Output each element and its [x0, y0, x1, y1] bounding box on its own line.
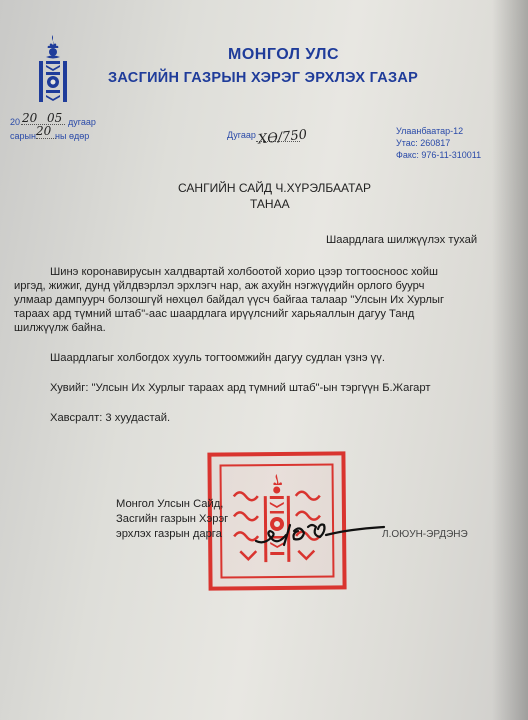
body-para1-line3: улмаар дампуурч болзошгүй нөхцөл байдал үүсч байгаа талаар "Улсын Их Хурлыг — [14, 294, 445, 306]
body-para3: Хувийг: "Улсын Их Хурлыг тараах ард түмний штаб"-ын тэргүүн Б.Жагарт — [50, 382, 431, 394]
address-city: Улаанбаатар-12 — [396, 126, 464, 136]
signatory-name: Л.ОЮУН-ЭРДЭНЭ — [382, 529, 468, 540]
signature-title-line3: эрхлэх газрын дарга — [116, 528, 222, 540]
date-year-prefix: 20 — [10, 117, 21, 127]
soyombo-emblem-icon — [36, 34, 70, 104]
letter-subject: Шаардлага шилжүүлэх тухай — [326, 234, 478, 246]
body-para1-line5: шилжүүлж байна. — [14, 322, 106, 334]
address-phone: Утас: 260817 — [396, 138, 451, 148]
date-day-underline — [36, 138, 56, 139]
body-para1-line2: иргэд, жижиг, дунд үйлдвэрлэл эрхлэгч нар, аж ахуйн нэгжүүдийн орлого буурч — [14, 280, 425, 292]
body-para2: Шаардлагыг холбогдох хууль тогтоомжийн дагуу судлан үзнэ үү. — [50, 352, 385, 364]
recipient-salutation: ТАНАА — [250, 197, 290, 211]
doc-number-handwritten: ХӨ/750 — [257, 127, 308, 148]
paper-edge-shadow — [492, 0, 528, 720]
body-para1-line4: тараах ард түмний штаб"-аас шаардлага ирүүлснийг харьяаллын дагуу Танд — [14, 308, 415, 320]
handwritten-signature — [250, 515, 390, 555]
date-year-handwritten: 20 — [22, 111, 38, 125]
doc-number-label: Дугаар — [227, 130, 256, 140]
signature-title-line2: Засгийн газрын Хэрэг — [116, 513, 229, 525]
body-para1-line1: Шинэ коронавирусын халдвартай холбоотой хорио цээр тогтоосноос хойш — [50, 266, 438, 278]
date-day-handwritten: 20 — [36, 124, 52, 138]
address-fax: Факс: 976-11-310011 — [396, 150, 482, 160]
org-title-line1: МОНГОЛ УЛС — [228, 46, 340, 63]
date-day-suffix: ны өдөр — [55, 131, 90, 141]
recipient-name: САНГИЙН САЙД Ч.ХҮРЭЛБААТАР — [178, 181, 372, 195]
signature-title-line1: Монгол Улсын Сайд, — [116, 498, 224, 510]
date-month-handwritten: 05 — [47, 111, 63, 125]
org-title-line2: ЗАСГИЙН ГАЗРЫН ХЭРЭГ ЭРХЛЭХ ГАЗАР — [108, 70, 419, 86]
body-para4: Хавсралт: 3 хуудастай. — [50, 412, 171, 424]
date-month-suffix: дугаар — [68, 117, 96, 127]
date-day-prefix: сарын — [10, 131, 36, 141]
